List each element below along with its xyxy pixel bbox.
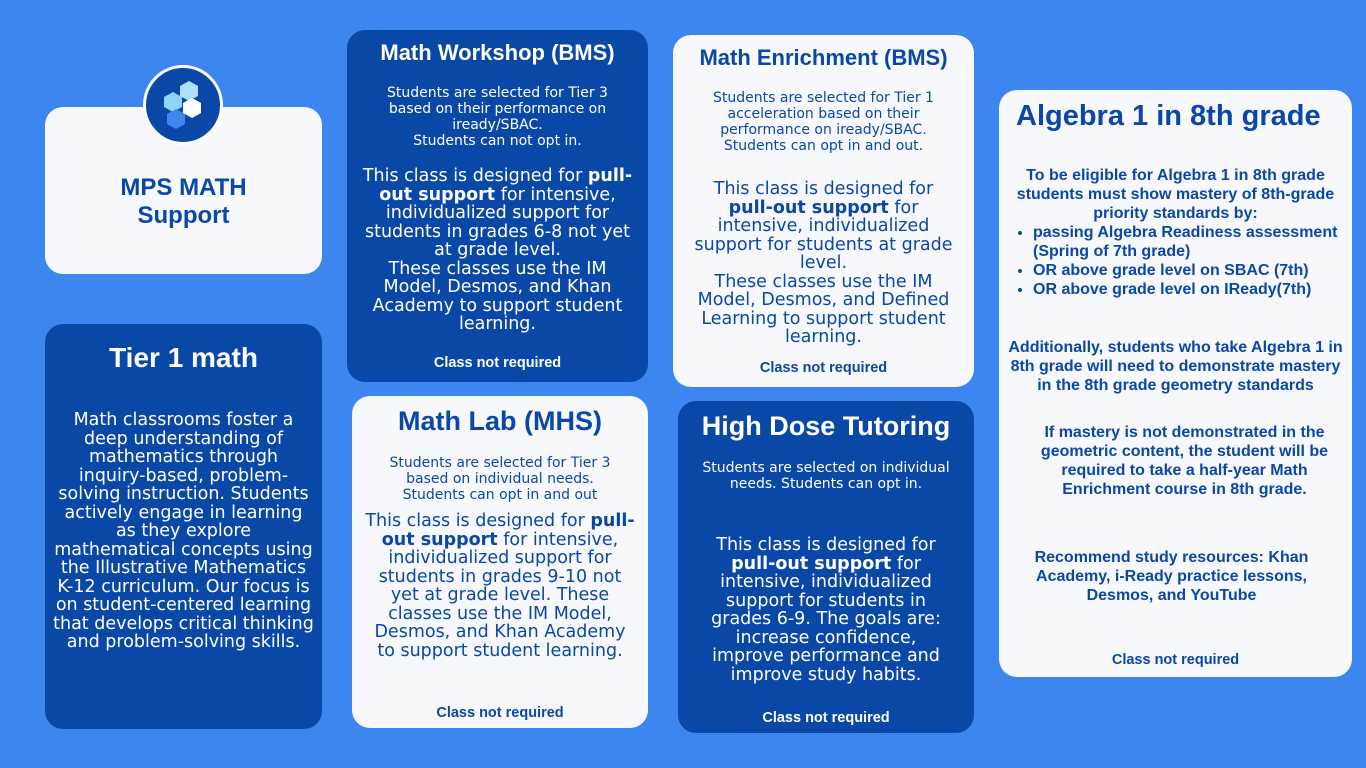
mps-title-line1: MPS MATH	[120, 174, 247, 201]
lab-description	[364, 512, 636, 660]
workshop-description	[359, 167, 636, 334]
algebra-mastery: If mastery is not demonstrated in the geometric content, the student will be required to take a half-year Math Enrichment course in 8th grade.	[1040, 424, 1329, 498]
lab-desc-pre: This class is designed for	[365, 511, 585, 531]
workshop-selection	[369, 85, 626, 149]
algebra-criteria-list	[1005, 223, 1346, 299]
hexagon-cluster-icon	[143, 65, 223, 145]
lab-selection-text: Students are selected for Tier 3 based on individual needs.	[389, 455, 611, 487]
workshop-title: Math Workshop (BMS)	[380, 40, 615, 65]
math-workshop-card	[347, 30, 648, 382]
lab-opt-text: Students can opt in and out	[402, 487, 598, 503]
lab-selection	[372, 455, 628, 503]
enrichment-desc-pre: This class is designed for	[713, 179, 934, 199]
enrichment-selection-text: Students are selected for Tier 1 acceleration based on their performance on iready/SBAC.	[713, 90, 934, 138]
tutoring-desc-pre: This class is designed for	[716, 535, 936, 555]
tutoring-description	[700, 536, 952, 684]
algebra-criterion: • OR above grade level on SBAC (7th)	[1033, 261, 1346, 280]
workshop-selection-text: Students are selected for Tier 3 based on their performance on iready/SBAC.	[387, 85, 608, 133]
mps-logo	[143, 65, 223, 145]
tutoring-title: High Dose Tutoring	[701, 411, 951, 441]
algebra-eligibility: To be eligible for Algebra 1 in 8th grade students must show mastery of 8th-grade priority standards by:	[1016, 167, 1335, 222]
algebra-criterion: • passing Algebra Readiness assessment (Spring of 7th grade)	[1033, 223, 1346, 261]
algebra-required: Class not required	[1111, 652, 1240, 668]
enrichment-required: Class not required	[759, 360, 888, 376]
mps-title-line2: Support	[137, 202, 230, 229]
algebra-additional: Additionally, students who take Algebra 1 in 8th grade will need to demonstrate mastery in the 8th grade geometry standards	[1008, 339, 1343, 394]
tier1-description: Math classrooms foster a deep understanding of mathematics through inquiry-based, problem-solving instruction. Students actively engage in learning as they explore mathematical concepts using the Illustrative Mathematics K-12 curriculum. Our focus is on student-centered learning that develops critical thinking and problem-solving skills.	[53, 410, 314, 652]
workshop-desc-post: These classes use the IM Model, Desmos, and Khan Academy to support student learning.	[372, 258, 623, 334]
workshop-opt-text: Students can not opt in.	[413, 133, 582, 149]
enrichment-desc-mid: for intensive, individualized support for students at grade level.	[694, 197, 953, 273]
workshop-desc-mid: for intensive, individualized support for students in grades 6-8 not yet at grade level.	[364, 184, 631, 260]
lab-desc-post: for intensive, individualized support for students in grades 9-10 not yet at grade level. These classes use the IM Model, Desmos, and Khan Academy to support student learning.	[374, 529, 626, 661]
algebra-1-card	[999, 90, 1352, 677]
algebra-title: Algebra 1 in 8th grade	[1016, 100, 1321, 132]
enrichment-opt-text: Students can opt in and out.	[723, 138, 924, 154]
math-enrichment-card	[673, 35, 974, 387]
high-dose-tutoring-card	[678, 401, 974, 733]
enrichment-selection	[697, 90, 950, 154]
lab-required: Class not required	[436, 705, 564, 721]
workshop-required: Class not required	[433, 355, 562, 371]
lab-desc-bold: pull-out support	[381, 511, 635, 550]
tutoring-desc-post: for intensive, individualized support for students in grades 6-9. The goals are: increase confidence, improve performance and improve study habits.	[711, 553, 941, 685]
enrichment-desc-post: These classes use the IM Model, Desmos, and Defined Learning to support student learning.	[697, 271, 950, 347]
tier1-title: Tier 1 math	[109, 342, 258, 373]
workshop-desc-pre: This class is designed for	[362, 166, 583, 186]
tutoring-required: Class not required	[762, 710, 890, 726]
tutoring-desc-bold: pull-out support	[731, 553, 892, 574]
mps-title	[45, 174, 322, 230]
tutoring-selection: Students are selected on individual needs. Students can opt in.	[702, 460, 950, 492]
enrichment-desc-bold: pull-out support	[728, 197, 889, 218]
lab-title: Math Lab (MHS)	[398, 406, 602, 436]
algebra-criterion: • OR above grade level on IReady(7th)	[1033, 280, 1346, 299]
algebra-eligibility-block	[1005, 166, 1346, 299]
workshop-desc-bold: pull-out support	[379, 166, 633, 205]
algebra-resources: Recommend study resources: Khan Academy, i-Ready practice lessons, Desmos, and YouTube	[1034, 549, 1309, 604]
math-lab-card	[352, 396, 648, 728]
tier1-card	[45, 324, 322, 729]
enrichment-title: Math Enrichment (BMS)	[699, 45, 948, 70]
enrichment-description	[689, 180, 958, 347]
